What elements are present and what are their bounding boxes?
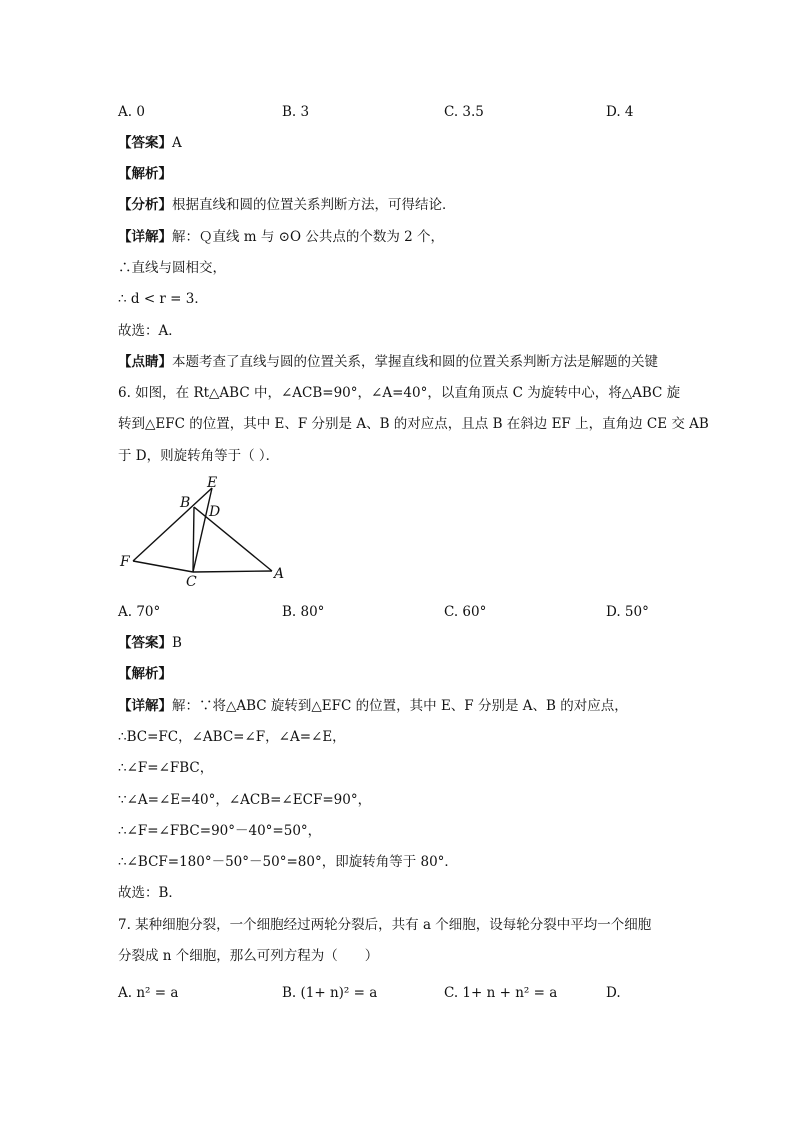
triangle-rotation-figure — [110, 470, 310, 590]
fenxi-text: 根据直线和圆的位置关系判断方法，可得结论． — [172, 197, 456, 213]
detail-tag: 【详解】 — [118, 698, 172, 714]
q5-option-b: B. 3 — [282, 104, 310, 120]
q5-fenxi-line — [118, 196, 456, 214]
q6-stem-line2: 转到△EFC 的位置，其中 E、F 分别是 A、B 的对应点，且点 B 在斜边 EF 上，直角边 CE 交 AB — [118, 416, 709, 432]
q6-analysis-tag: 【解析】 — [118, 666, 172, 682]
q6-option-a: A. 70° — [118, 604, 161, 620]
detail-text: 解：∵将△ABC 旋转到△EFC 的位置，其中 E、F 分别是 A、B 的对应点， — [172, 698, 628, 714]
segment-fe — [133, 488, 212, 561]
detail-tag: 【详解】 — [118, 229, 172, 245]
fenxi-tag: 【分析】 — [118, 197, 172, 213]
q6-stem-line3: 于 D，则旋转角等于（ ）． — [118, 448, 280, 464]
q6-line4: ∵∠A=∠E=40°，∠ACB=∠ECF=90°， — [118, 792, 372, 808]
q7-option-c: C. 1+ n + n² = a — [444, 985, 558, 1001]
segment-ca — [193, 571, 272, 572]
q6-line5: ∴∠F=∠FBC=90°－40°=50°， — [118, 823, 322, 839]
q5-detail-line2: ∴直线与圆相交， — [118, 260, 226, 276]
q5-option-d: D. 4 — [606, 104, 634, 120]
q6-option-d: D. 50° — [606, 604, 649, 620]
answer-tag: 【答案】 — [118, 635, 172, 651]
answer-value: B — [172, 635, 182, 651]
q6-line2: ∴BC=FC，∠ABC=∠F，∠A=∠E， — [118, 729, 346, 745]
q7-option-d: D. — [606, 985, 621, 1001]
q6-choose: 故选：B． — [118, 885, 182, 901]
q5-option-a: A. 0 — [118, 104, 145, 120]
q5-option-c: C. 3.5 — [444, 104, 484, 120]
segment-bc — [193, 507, 194, 572]
detail-text: 解：Ｑ直线 m 与 ⊙O 公共点的个数为 2 个， — [172, 229, 445, 245]
label-e: E — [207, 475, 218, 491]
q5-detail-line1 — [118, 228, 444, 246]
label-d: D — [209, 504, 221, 520]
q5-answer-line — [118, 134, 182, 152]
q6-detail-line1 — [118, 697, 628, 715]
label-a: A — [274, 566, 285, 582]
answer-tag: 【答案】 — [118, 135, 172, 151]
q6-line3: ∴∠F=∠FBC， — [118, 760, 214, 776]
q7-stem-line1: 7. 某种细胞分裂，一个细胞经过两轮分裂后，共有 a 个细胞，设每轮分裂中平均一个细胞 — [118, 917, 652, 933]
q6-stem-line1: 6. 如图，在 Rt△ABC 中，∠ACB=90°，∠A=40°，以直角顶点 C 为旋转中心，将△ABC 旋 — [118, 385, 681, 401]
q5-choose: 故选：A． — [118, 323, 182, 339]
q6-option-b: B. 80° — [282, 604, 325, 620]
label-c: C — [186, 574, 197, 590]
q7-stem-line2: 分裂成 n 个细胞，那么可列方程为（ ） — [118, 948, 379, 964]
q6-option-c: C. 60° — [444, 604, 487, 620]
q5-detail-line3: ∴ d < r = 3． — [118, 291, 208, 307]
segment-ce — [193, 488, 212, 572]
label-b: B — [180, 495, 191, 511]
label-f: F — [120, 554, 130, 570]
q7-option-a: A. n² = a — [118, 985, 179, 1001]
q6-answer-line — [118, 634, 182, 652]
dianjing-text: 本题考查了直线与圆的位置关系，掌握直线和圆的位置关系判断方法是解题的关键 — [172, 354, 658, 370]
q5-analysis-tag: 【解析】 — [118, 166, 172, 182]
dianjing-tag: 【点睛】 — [118, 354, 172, 370]
answer-value: A — [172, 135, 182, 151]
q5-dianjing-line — [118, 353, 658, 371]
segment-fc — [133, 561, 193, 572]
q6-line6: ∴∠BCF=180°－50°－50°=80°，即旋转角等于 80°． — [118, 854, 458, 870]
q7-option-b: B. (1+ n)² = a — [282, 985, 378, 1001]
